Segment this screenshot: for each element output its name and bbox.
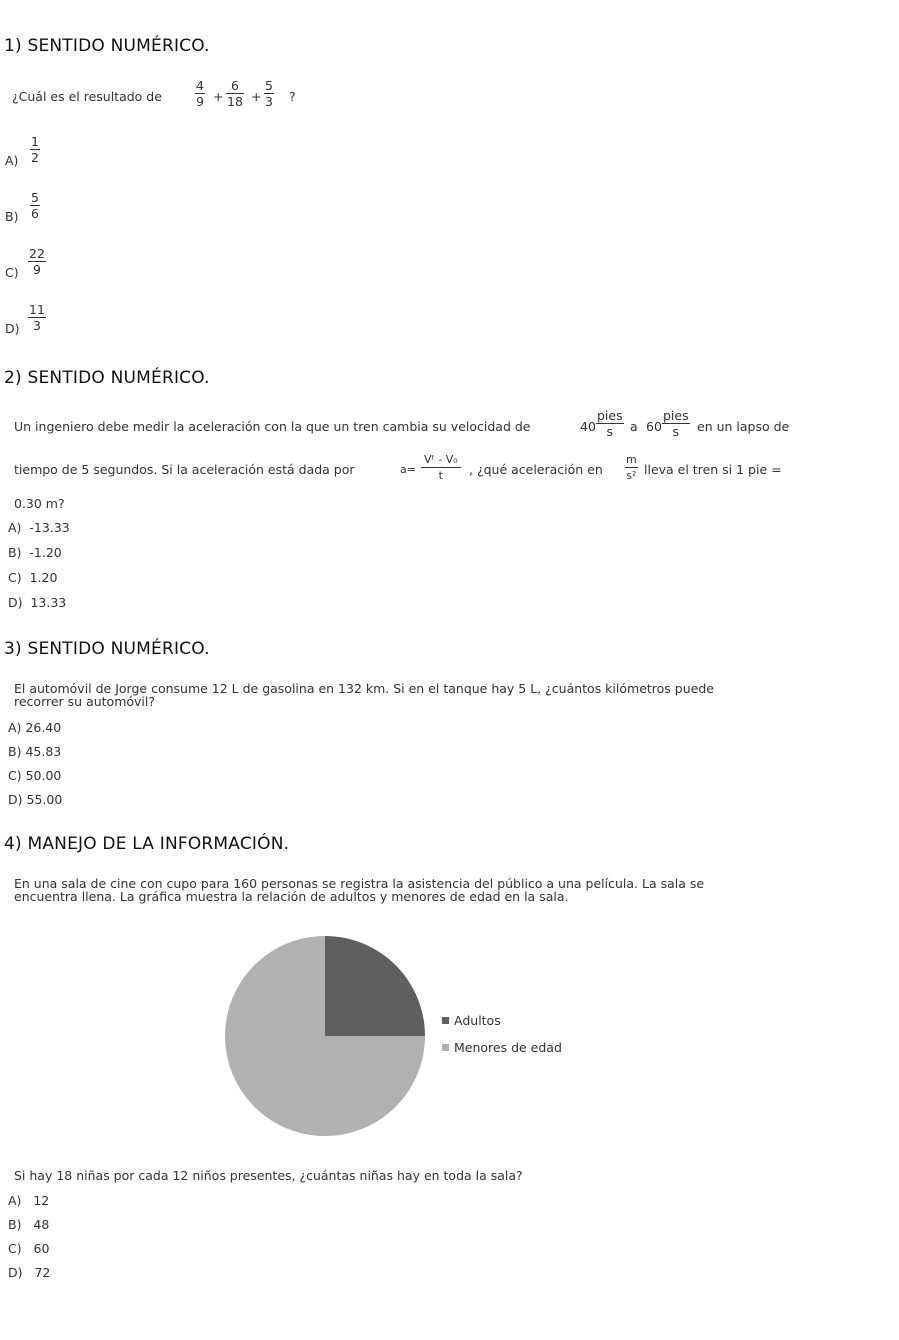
q3-text-line2: recorrer su automóvil? (14, 694, 156, 709)
q2-unit-fraction: pies s (597, 408, 623, 439)
q1-term-1: $\frac{4}{9}$ (196, 78, 204, 109)
q2-formula-fraction: $\frac{\text{Vᶠ - V₀}}{t}$ (421, 452, 461, 483)
question-mark: ? (289, 89, 296, 104)
q2-text-line3: 0.30 m? (14, 496, 65, 511)
q4-option-d[interactable]: D) 72 (8, 1265, 51, 1280)
q2-unit-fraction: pies s (663, 408, 689, 439)
q4-question-text: Si hay 18 niñas por cada 12 niños presentes, ¿cuántas niñas hay en toda la sala? (14, 1168, 523, 1183)
q2-velocity-1: 40 (580, 419, 596, 434)
q3-option-d[interactable]: D) 55.00 (8, 792, 63, 807)
q1-heading: 1) SENTIDO NUMÉRICO. (4, 36, 210, 56)
q2-text-line1-end: en un lapso de (697, 419, 790, 434)
pie-slice-adultos (325, 936, 425, 1036)
legend-item-menores: Menores de edad (442, 1040, 562, 1055)
q2-text-line2-mid: , ¿qué aceleración en (469, 462, 603, 477)
q1-term-2: $\frac{6}{18}$ (227, 78, 243, 109)
q4-heading: 4) MANEJO DE LA INFORMACIÓN. (4, 834, 290, 854)
q2-option-b[interactable]: B) -1.20 (8, 545, 62, 560)
legend-swatch-adultos (442, 1017, 449, 1024)
q1-option-a-letter[interactable]: A) (5, 153, 19, 168)
q1-term-3: $\frac{5}{3}$ (265, 78, 273, 109)
q4-option-a[interactable]: A) 12 (8, 1193, 50, 1208)
q3-option-b[interactable]: B) 45.83 (8, 744, 62, 759)
q3-heading: 3) SENTIDO NUMÉRICO. (4, 639, 210, 659)
q3-text-line1: El automóvil de Jorge consume 12 L de gasolina en 132 km. Si en el tanque hay 5 L, ¿cuántos kilómetros puede (14, 681, 714, 696)
q4-option-b[interactable]: B) 48 (8, 1217, 50, 1232)
q2-option-c[interactable]: C) 1.20 (8, 570, 58, 585)
q2-heading: 2) SENTIDO NUMÉRICO. (4, 368, 210, 388)
q1-question-text: ¿Cuál es el resultado de (12, 89, 162, 104)
plus-sign: + (251, 89, 262, 104)
q2-word-a: a (630, 419, 638, 434)
legend-item-adultos: Adultos (442, 1013, 501, 1028)
q2-text-line2-end: lleva el tren si 1 pie = (644, 462, 782, 477)
q1-option-c[interactable]: $\frac{22}{9}$ (29, 246, 45, 277)
q1-option-a[interactable]: $\frac{1}{2}$ (31, 134, 39, 165)
q1-option-d[interactable]: $\frac{11}{3}$ (29, 302, 45, 333)
plus-sign: + (213, 89, 224, 104)
q1-option-c-letter[interactable]: C) (5, 265, 19, 280)
q2-velocity-2: 60 (646, 419, 662, 434)
q4-option-c[interactable]: C) 60 (8, 1241, 50, 1256)
q3-option-a[interactable]: A) 26.40 (8, 720, 62, 735)
q2-option-a[interactable]: A) -13.33 (8, 520, 70, 535)
q4-text-line1: En una sala de cine con cupo para 160 personas se registra la asistencia del público a una película. La sala se (14, 876, 705, 891)
q2-text-line2: tiempo de 5 segundos. Si la aceleración está dada por (14, 462, 355, 477)
q1-option-b[interactable]: $\frac{5}{6}$ (31, 190, 39, 221)
q2-formula-lhs: a= (400, 463, 416, 476)
q4-text-line2: encuentra llena. La gráfica muestra la relación de adultos y menores de edad en la sala. (14, 889, 569, 904)
q1-option-d-letter[interactable]: D) (5, 321, 20, 336)
q1-option-b-letter[interactable]: B) (5, 209, 19, 224)
pie-chart (200, 925, 620, 1150)
q2-option-d[interactable]: D) 13.33 (8, 595, 67, 610)
q2-text-line1: Un ingeniero debe medir la aceleración con la que un tren cambia su velocidad de (14, 419, 531, 434)
legend-swatch-menores (442, 1044, 449, 1051)
q2-accel-unit: $\frac{m}{\text{s²}}$ (626, 453, 637, 482)
q3-option-c[interactable]: C) 50.00 (8, 768, 62, 783)
